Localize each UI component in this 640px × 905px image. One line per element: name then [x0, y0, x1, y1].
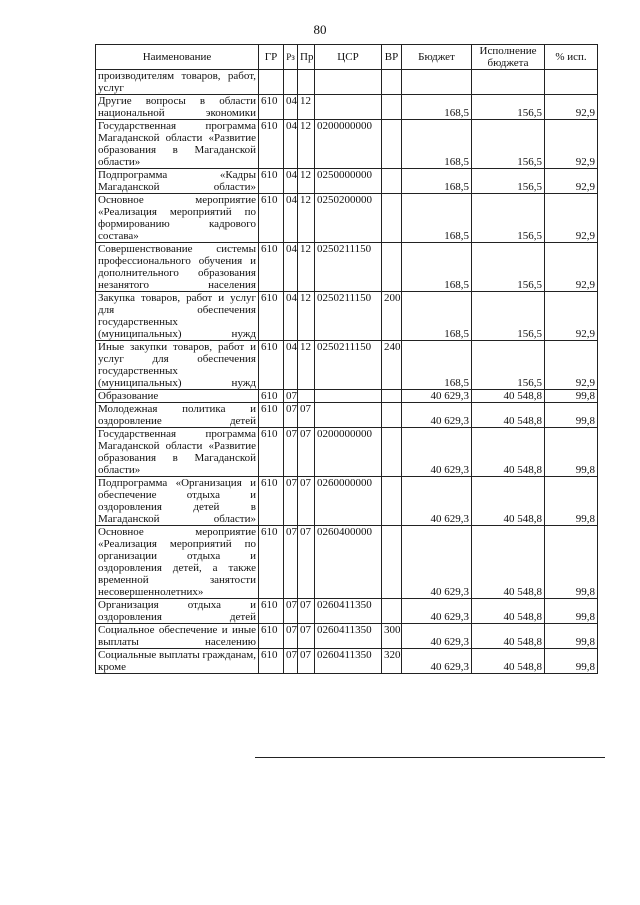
cell-vr [382, 390, 402, 403]
header-execution: Исполнение бюджета [472, 45, 545, 70]
table-row [96, 526, 598, 599]
cell-name: Другие вопросы в области национальной экономики [96, 95, 259, 120]
cell-gr: 610 [259, 95, 284, 120]
cell-vr [382, 428, 402, 477]
cell-budget: 40 629,3 [402, 526, 472, 599]
table-row [96, 599, 598, 624]
cell-vr [382, 403, 402, 428]
cell-budget: 168,5 [402, 243, 472, 292]
cell-budget: 168,5 [402, 194, 472, 243]
table-row [96, 390, 598, 403]
table-row [96, 403, 598, 428]
cell-pr: 12 [298, 120, 315, 169]
cell-rz: 07 [284, 390, 298, 403]
table-row [96, 649, 598, 674]
cell-rz: 04 [284, 194, 298, 243]
cell-pr: 07 [298, 428, 315, 477]
cell-percent: 92,9 [545, 169, 598, 194]
cell-csr: 0260400000 [315, 526, 382, 599]
cell-gr: 610 [259, 169, 284, 194]
cell-percent: 92,9 [545, 95, 598, 120]
cell-budget: 40 629,3 [402, 390, 472, 403]
cell-percent: 92,9 [545, 341, 598, 390]
cell-name: Социальное обеспечение и иные выплаты населению [96, 624, 259, 649]
cell-rz: 07 [284, 624, 298, 649]
table-row [96, 428, 598, 477]
cell-percent: 99,8 [545, 403, 598, 428]
cell-pr: 12 [298, 341, 315, 390]
cell-execution: 40 548,8 [472, 599, 545, 624]
cell-csr [315, 390, 382, 403]
cell-budget: 40 629,3 [402, 428, 472, 477]
cell-execution: 156,5 [472, 292, 545, 341]
table-body [96, 70, 598, 674]
cell-execution: 156,5 [472, 169, 545, 194]
cell-execution: 156,5 [472, 120, 545, 169]
cell-execution [472, 70, 545, 95]
cell-csr: 0250211150 [315, 341, 382, 390]
cell-pr: 12 [298, 95, 315, 120]
header-gr: ГР [259, 45, 284, 70]
cell-percent: 92,9 [545, 194, 598, 243]
cell-execution: 156,5 [472, 194, 545, 243]
cell-execution: 40 548,8 [472, 403, 545, 428]
header-name: Наименование [96, 45, 259, 70]
cell-rz: 07 [284, 599, 298, 624]
header-row [96, 45, 598, 70]
cell-name: Подпрограмма «Организация и обеспечение отдыха и оздоровления детей в Магаданской области» [96, 477, 259, 526]
cell-name: Организация отдыха и оздоровления детей [96, 599, 259, 624]
cell-execution: 156,5 [472, 95, 545, 120]
cell-execution: 40 548,8 [472, 477, 545, 526]
cell-pr: 07 [298, 649, 315, 674]
cell-percent: 99,8 [545, 649, 598, 674]
cell-vr [382, 70, 402, 95]
cell-rz: 07 [284, 477, 298, 526]
cell-gr: 610 [259, 292, 284, 341]
cell-name: Государственная программа Магаданской области «Развитие образования в Магаданской области» [96, 120, 259, 169]
cell-budget: 168,5 [402, 341, 472, 390]
cell-name: Основное мероприятие «Реализация мероприятий по организации отдыха и оздоровления детей, а также временной занятости несовершеннолетних» [96, 526, 259, 599]
budget-table [95, 44, 598, 674]
table-row [96, 194, 598, 243]
cell-execution: 40 548,8 [472, 624, 545, 649]
cell-vr [382, 194, 402, 243]
table-row [96, 70, 598, 95]
cell-vr [382, 120, 402, 169]
cell-budget: 168,5 [402, 95, 472, 120]
cell-name: Государственная программа Магаданской области «Развитие образования в Магаданской области» [96, 428, 259, 477]
cell-percent: 92,9 [545, 120, 598, 169]
cell-name: Основное мероприятие «Реализация мероприятий по формированию кадрового состава» [96, 194, 259, 243]
cell-percent: 99,8 [545, 599, 598, 624]
cell-rz: 04 [284, 95, 298, 120]
cell-gr: 610 [259, 477, 284, 526]
cell-csr: 0250211150 [315, 243, 382, 292]
cell-csr: 0260411350 [315, 649, 382, 674]
cell-vr: 300 [382, 624, 402, 649]
cell-csr: 0260000000 [315, 477, 382, 526]
cell-csr: 0260411350 [315, 624, 382, 649]
cell-rz: 07 [284, 403, 298, 428]
cell-budget: 168,5 [402, 292, 472, 341]
cell-pr: 07 [298, 526, 315, 599]
cell-rz: 04 [284, 292, 298, 341]
cell-csr: 0250211150 [315, 292, 382, 341]
cell-gr [259, 70, 284, 95]
header-budget: Бюджет [402, 45, 472, 70]
cell-gr: 610 [259, 403, 284, 428]
cell-vr: 320 [382, 649, 402, 674]
cell-vr [382, 599, 402, 624]
cell-name: Совершенствование системы профессионального обучения и дополнительного образования незанятого населения [96, 243, 259, 292]
cell-execution: 40 548,8 [472, 390, 545, 403]
cell-execution: 40 548,8 [472, 428, 545, 477]
cell-budget: 40 629,3 [402, 403, 472, 428]
table-row [96, 95, 598, 120]
cell-percent: 99,8 [545, 477, 598, 526]
page-number: 80 [313, 22, 327, 37]
cell-gr: 610 [259, 428, 284, 477]
cell-percent: 99,8 [545, 428, 598, 477]
cell-gr: 610 [259, 243, 284, 292]
cell-name: Закупка товаров, работ и услуг для обеспечения государственных (муниципальных) нужд [96, 292, 259, 341]
cell-percent: 92,9 [545, 292, 598, 341]
table-row [96, 477, 598, 526]
cell-vr [382, 526, 402, 599]
cell-execution: 40 548,8 [472, 526, 545, 599]
cell-budget: 40 629,3 [402, 624, 472, 649]
cell-pr: 07 [298, 403, 315, 428]
cell-vr: 200 [382, 292, 402, 341]
cell-rz [284, 70, 298, 95]
table-row [96, 243, 598, 292]
table-row [96, 169, 598, 194]
cell-pr [298, 70, 315, 95]
cell-rz: 04 [284, 169, 298, 194]
cell-percent: 92,9 [545, 243, 598, 292]
cell-execution: 40 548,8 [472, 649, 545, 674]
cell-pr: 12 [298, 169, 315, 194]
cell-execution: 156,5 [472, 243, 545, 292]
cell-csr: 0250000000 [315, 169, 382, 194]
cell-csr [315, 403, 382, 428]
cell-pr: 12 [298, 194, 315, 243]
cell-vr [382, 243, 402, 292]
table-row [96, 624, 598, 649]
cell-pr: 07 [298, 624, 315, 649]
cell-budget: 40 629,3 [402, 477, 472, 526]
cell-name: Молодежная политика и оздоровление детей [96, 403, 259, 428]
cell-vr [382, 477, 402, 526]
cell-csr [315, 70, 382, 95]
footer-divider [255, 757, 605, 758]
cell-vr [382, 169, 402, 194]
cell-csr: 0250200000 [315, 194, 382, 243]
table-row [96, 120, 598, 169]
cell-name: Социальные выплаты гражданам, кроме [96, 649, 259, 674]
header-rz: Рз [284, 45, 298, 70]
cell-csr: 0200000000 [315, 120, 382, 169]
cell-budget: 40 629,3 [402, 599, 472, 624]
cell-percent: 99,8 [545, 624, 598, 649]
cell-pr [298, 390, 315, 403]
table-row [96, 292, 598, 341]
cell-gr: 610 [259, 341, 284, 390]
cell-pr: 12 [298, 243, 315, 292]
cell-gr: 610 [259, 390, 284, 403]
cell-gr: 610 [259, 649, 284, 674]
cell-budget: 168,5 [402, 120, 472, 169]
cell-gr: 610 [259, 599, 284, 624]
header-vr: ВР [382, 45, 402, 70]
cell-percent [545, 70, 598, 95]
cell-rz: 07 [284, 649, 298, 674]
cell-rz: 04 [284, 341, 298, 390]
cell-gr: 610 [259, 120, 284, 169]
cell-budget [402, 70, 472, 95]
cell-name: производителям товаров, работ, услуг [96, 70, 259, 95]
cell-vr: 240 [382, 341, 402, 390]
cell-rz: 07 [284, 428, 298, 477]
cell-gr: 610 [259, 194, 284, 243]
cell-csr: 0200000000 [315, 428, 382, 477]
cell-csr: 0260411350 [315, 599, 382, 624]
cell-name: Иные закупки товаров, работ и услуг для обеспечения государственных (муниципальных) нужд [96, 341, 259, 390]
cell-pr: 07 [298, 599, 315, 624]
cell-pr: 12 [298, 292, 315, 341]
cell-vr [382, 95, 402, 120]
cell-pr: 07 [298, 477, 315, 526]
cell-percent: 99,8 [545, 526, 598, 599]
table-row [96, 341, 598, 390]
cell-name: Подпрограмма «Кадры Магаданской области» [96, 169, 259, 194]
cell-budget: 168,5 [402, 169, 472, 194]
cell-rz: 04 [284, 243, 298, 292]
cell-gr: 610 [259, 624, 284, 649]
cell-execution: 156,5 [472, 341, 545, 390]
table-header [96, 45, 598, 70]
cell-rz: 07 [284, 526, 298, 599]
cell-name: Образование [96, 390, 259, 403]
cell-percent: 99,8 [545, 390, 598, 403]
cell-rz: 04 [284, 120, 298, 169]
cell-csr [315, 95, 382, 120]
cell-gr: 610 [259, 526, 284, 599]
header-percent: % исп. [545, 45, 598, 70]
cell-budget: 40 629,3 [402, 649, 472, 674]
header-pr: Пр [298, 45, 315, 70]
header-csr: ЦСР [315, 45, 382, 70]
